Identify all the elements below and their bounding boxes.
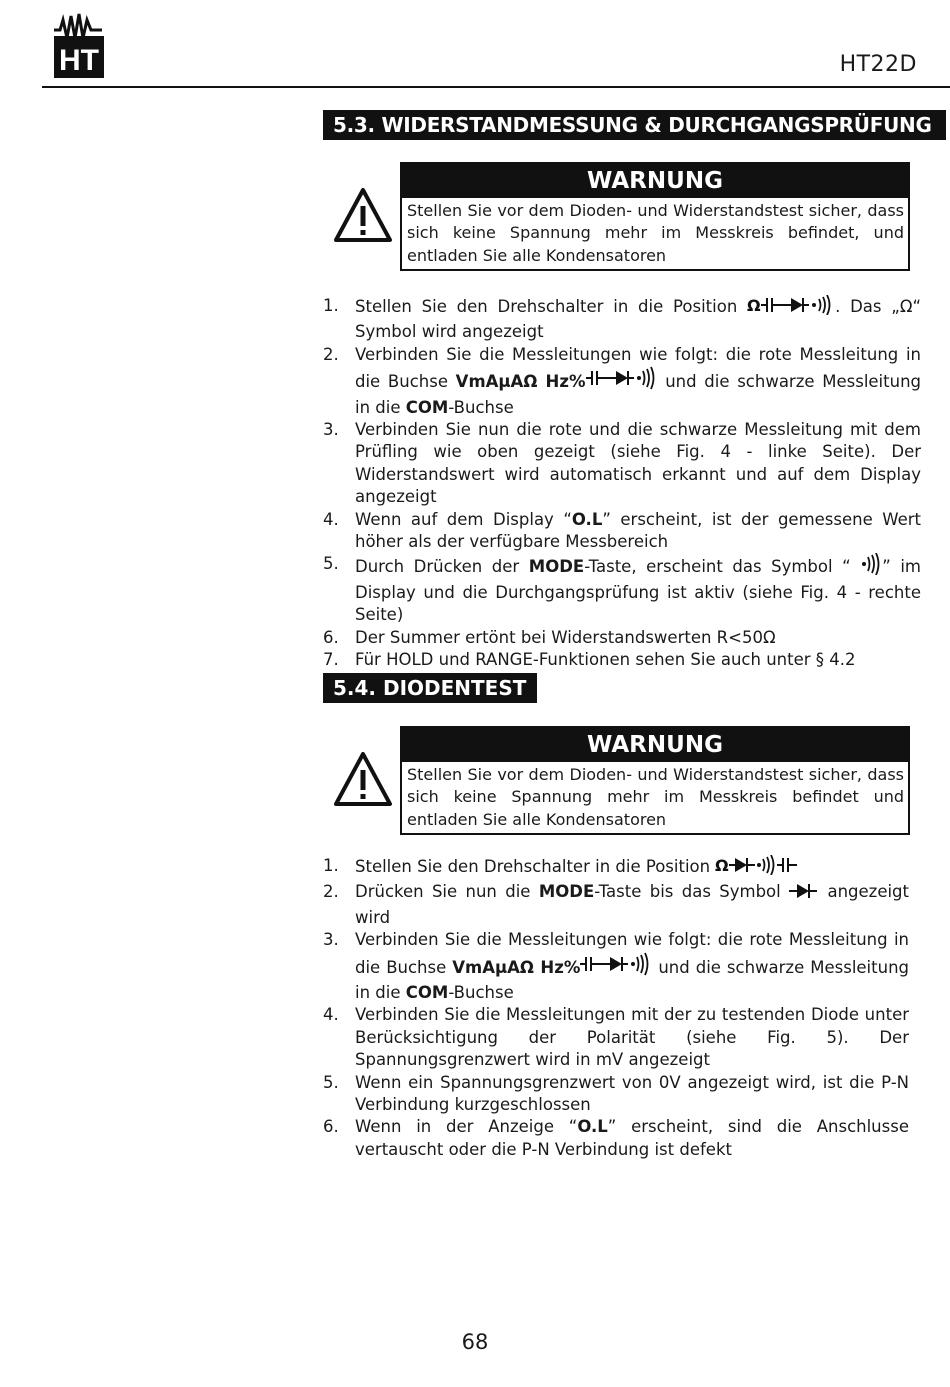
list-item: 2. Verbinden Sie die Messleitungen wie folgt: die rote Messleitung in die Buchse VmAµAΩ Hz% und die schwarze Messleitung in die COM-Buchse [323, 344, 921, 417]
warning-text: Stellen Sie vor dem Dioden- und Widerstandstest sicher, dass sich keine Spannung mehr im Messkreis befindet, und entladen Sie alle Kondensatoren [407, 201, 904, 265]
list-item: 5. Durch Drücken der MODE-Taste, erscheint das Symbol “ ” im Display und die Durchgangsprüfung ist aktiv (siehe Fig. 4 - rechte Seite) [323, 554, 921, 625]
list-item: 3. Verbinden Sie die Messleitungen wie folgt: die rote Messleitung in die Buchse VmAµAΩ Hz% und die schwarze Messleitung in die COM-Buchse [323, 930, 909, 1003]
list-item: 3. Verbinden Sie nun die rote und die schwarze Messleitung mit dem Prüfling wie oben gezeigt (siehe Fig. 4 - linke Seite). Der Widerstandswert wird automatisch erkannt und auf dem Display angezeigt [323, 420, 921, 507]
omega-capacitor-diode-buzzer-icon [747, 295, 835, 321]
step-list-diode [323, 855, 909, 1161]
buzzer-icon [860, 553, 882, 581]
diode-icon [789, 882, 819, 906]
warning-triangle-icon [332, 186, 394, 244]
section-title-diode: 5.4. DIODENTEST [323, 673, 537, 703]
list-item: 6. Der Summer ertönt bei Widerstandswerten R<50Ω [323, 627, 776, 647]
list-item: 7. Für HOLD und RANGE-Funktionen sehen Sie auch unter § 4.2 [323, 650, 856, 670]
omega-diode-buzzer-capacitor-icon [715, 855, 801, 881]
list-item: 4. Verbinden Sie die Messleitungen mit der zu testenden Diode unter Berücksichtigung der Polarität (siehe Fig. 5). Der Spannungsgrenzwert wird in mV angezeigt [323, 1005, 909, 1070]
ht-logo [50, 8, 108, 80]
warning-title: WARNUNG [402, 728, 908, 762]
warning-box [400, 726, 910, 835]
warning-box [400, 162, 910, 271]
warning-triangle-icon [332, 750, 394, 808]
svg-text:HT: HT [59, 44, 99, 77]
svg-text:Ω: Ω [747, 296, 761, 315]
warning-text: Stellen Sie vor dem Dioden- und Widerstandstest sicher, dass sich keine Spannung mehr im Messkreis befindet und entladen Sie alle Kondensatoren [407, 765, 904, 829]
list-item: 2. Drücken Sie nun die MODE-Taste bis das Symbol angezeigt wird [323, 882, 910, 927]
list-item: 5. Wenn ein Spannungsgrenzwert von 0V angezeigt wird, ist die P-N Verbindung kurzgeschlossen [323, 1072, 909, 1115]
svg-text:Ω: Ω [715, 856, 729, 875]
capacitor-diode-buzzer-icon [586, 366, 658, 396]
warning-title: WARNUNG [402, 164, 908, 198]
list-item: 1. Stellen Sie den Drehschalter in die Position Ω [323, 855, 909, 881]
page-number: 68 [461, 1330, 489, 1354]
list-item: 4. Wenn auf dem Display “O.L” erscheint, ist der gemessene Wert höher als der verfügbare Messbereich [323, 509, 922, 552]
section-title-resistance: 5.3. WIDERSTANDMESSUNG & DURCHGANGSPRÜFUNG [323, 110, 946, 140]
capacitor-diode-buzzer-icon [580, 952, 652, 982]
step-list-resistance [323, 295, 921, 672]
list-item: 1. Stellen Sie den Drehschalter in die Position Ω . Das „Ω“ Symbol wird angezeigt [323, 296, 921, 342]
model-name: HT22D [839, 52, 917, 77]
list-item: 6. Wenn in der Anzeige “O.L” erscheint, sind die Anschlusse vertauscht oder die P-N Verbindung ist defekt [323, 1117, 909, 1159]
header-divider [42, 86, 950, 88]
